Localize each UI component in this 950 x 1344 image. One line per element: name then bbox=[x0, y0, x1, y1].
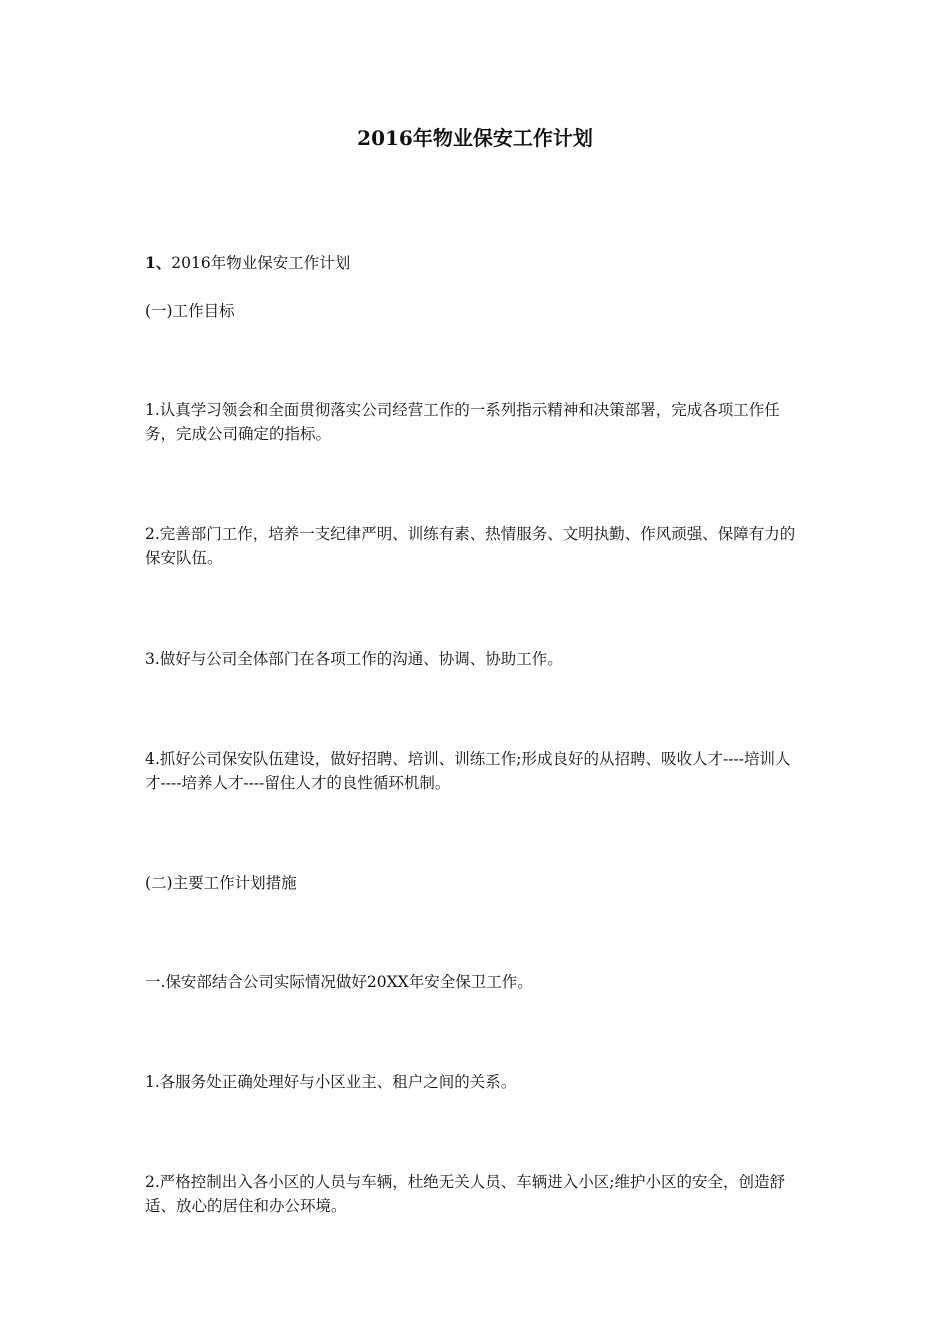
measure-paragraph: 2.严格控制出入各小区的人员与车辆，杜绝无关人员、车辆进入小区;维护小区的安全，创造舒适、放心的居住和办公环境。 bbox=[145, 1173, 786, 1215]
subsection-heading-goals: (一)工作目标 bbox=[145, 302, 235, 320]
measure-heading: 一.保安部结合公司实际情况做好20XX年安全保卫工作。 bbox=[145, 973, 533, 991]
section-heading bbox=[145, 251, 810, 275]
goal-paragraph: 4.抓好公司保安队伍建设，做好招聘、培训、训练工作;形成良好的从招聘、吸收人才----培训人才----培养人才----留住人才的良性循环机制。 bbox=[145, 750, 791, 792]
subsection-heading-measures: (二)主要工作计划措施 bbox=[145, 874, 297, 892]
section-heading-text: 2016年物业保安工作计划 bbox=[171, 254, 351, 272]
goal-paragraph: 2.完善部门工作，培养一支纪律严明、训练有素、热情服务、文明执勤、作风顽强、保障有力的保安队伍。 bbox=[145, 525, 796, 567]
section-number: 1、 bbox=[145, 253, 172, 272]
goal-paragraph: 3.做好与公司全体部门在各项工作的沟通、协调、协助工作。 bbox=[145, 650, 563, 668]
document-title: 2016年物业保安工作计划 bbox=[357, 126, 593, 150]
measure-paragraph: 1.各服务处正确处理好与小区业主、租户之间的关系。 bbox=[145, 1073, 517, 1091]
goal-paragraph: 1.认真学习领会和全面贯彻落实公司经营工作的一系列指示精神和决策部署，完成各项工作任务，完成公司确定的指标。 bbox=[145, 401, 780, 443]
